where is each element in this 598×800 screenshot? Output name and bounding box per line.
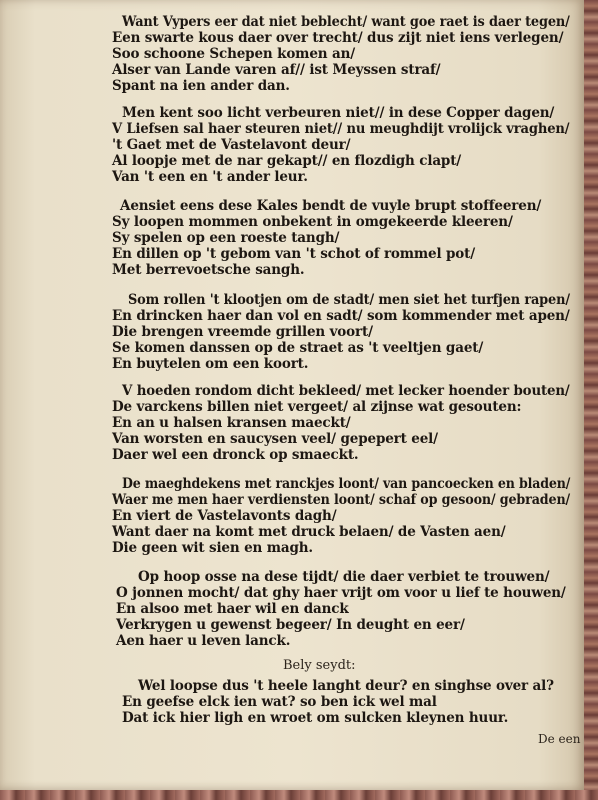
verse-line: Die geen wit sien en magh. [112,540,313,556]
verse-line: De maeghdekens met ranckjes loont/ van pancoecken en bladen/ [122,476,571,492]
verse-line: V Liefsen sal haer steuren niet// nu meughdijt vrolijck vraghen/ [112,121,570,137]
verse-line: Van worsten en saucysen veel/ gepepert eel/ [112,431,438,447]
verse-line: Sy spelen op een roeste tangh/ [112,230,340,246]
verse-line: En alsoo met haer wil en danck [116,601,349,617]
verse-line: Som rollen 't klootjen om de stadt/ men siet het turfjen rapen/ [128,292,570,308]
verse-line: Die brengen vreemde grillen voort/ [112,324,373,340]
verse-line: Op hoop osse na dese tijdt/ die daer verbiet te trouwen/ [138,569,550,585]
verse-line: Sy loopen mommen onbekent in omgekeerde kleeren/ [112,214,513,230]
verse-line: Soo schoone Schepen komen an/ [112,46,356,62]
catchword: De een [538,732,581,746]
verse-line: Al loopje met de nar gekapt// en flozdigh clapt/ [112,153,462,169]
verse-line: Verkrygen u gewenst begeer/ In deught en eer/ [116,617,465,633]
verse-line: En viert de Vastelavonts dagh/ [112,508,337,524]
verse-line: Alser van Lande varen af// ist Meyssen straf/ [112,62,441,78]
verse-line: Want daer na komt met druck belaen/ de Vasten aen/ [112,524,506,540]
verse-line: En geefse elck ien wat? so ben ick wel mal [122,694,437,710]
verse-line: Een swarte kous daer over trecht/ dus zijt niet iens verlegen/ [112,30,564,46]
verse-line: O jonnen mocht/ dat ghy haer vrijt om voor u lief te houwen/ [116,585,566,601]
verse-line: Men kent soo licht verbeuren niet// in dese Copper dagen/ [122,105,555,121]
verse-line: Van 't een en 't ander leur. [112,169,308,185]
verse-line: De varckens billen niet vergeet/ al zijnse wat gesouten: [112,399,522,415]
speaker-heading: Bely seydt: [283,658,356,673]
verse-line: Waer me men haer verdiensten loont/ schaf op gesoon/ gebraden/ [112,492,571,508]
verse-line: Spant na ien ander dan. [112,78,290,94]
verse-line: 't Gaet met de Vastelavont deur/ [112,137,351,153]
binding-edge [584,0,598,800]
verse-line: Met berrevoetsche sangh. [112,262,305,278]
verse-line: Daer wel een dronck op smaeckt. [112,447,359,463]
verse-line: En buytelen om een koort. [112,356,309,372]
marbled-endpaper-edge [0,790,598,800]
verse-line: Aensiet eens dese Kales bendt de vuyle brupt stoffeeren/ [120,198,542,214]
verse-line: Want Vypers eer dat niet beblecht/ want goe raet is daer tegen/ [122,14,570,30]
verse-line: En dillen op 't gebom van 't schot of rommel pot/ [112,246,476,262]
verse-line: En drincken haer dan vol en sadt/ som kommender met apen/ [112,308,570,324]
verse-line: Aen haer u leven lanck. [116,633,291,649]
verse-line: Wel loopse dus 't heele langht deur? en singhse over al? [138,678,554,694]
verse-line: En an u halsen kransen maeckt/ [112,415,351,431]
verse-line: Se komen danssen op de straet as 't veeltjen gaet/ [112,340,484,356]
verse-line: V hoeden rondom dicht bekleed/ met lecker hoender bouten/ [122,383,570,399]
verse-line: Dat ick hier ligh en wroet om sulcken kleynen huur. [122,710,509,726]
